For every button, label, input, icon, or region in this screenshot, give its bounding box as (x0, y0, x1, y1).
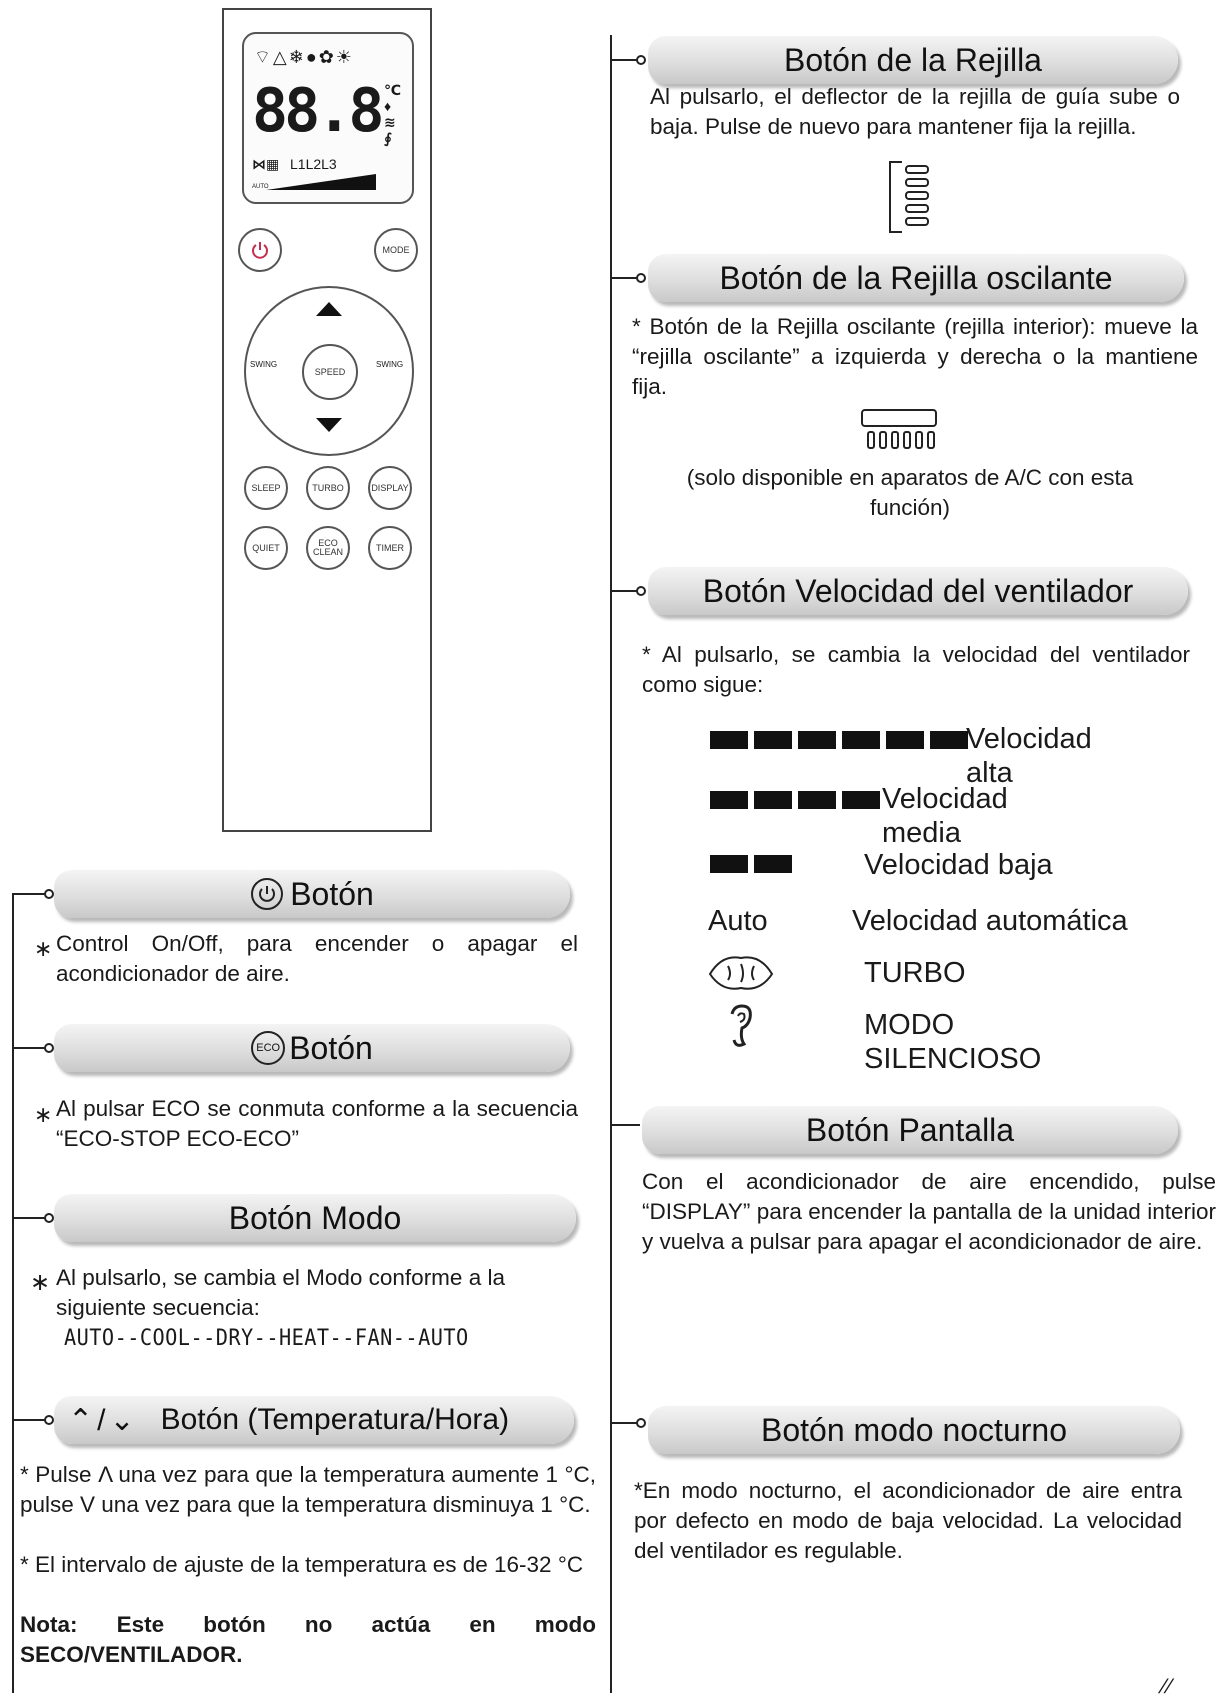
pantalla-header (642, 1106, 1178, 1154)
speed-bars-high (710, 731, 974, 754)
power-icon (250, 877, 284, 911)
turbo-icon (706, 952, 776, 994)
connector-dot (44, 1213, 54, 1223)
temp-header (54, 1396, 574, 1444)
direction-pad (244, 286, 414, 456)
power-title: Botón (290, 875, 374, 912)
vertical-louver-icon (888, 160, 932, 234)
speed-label-high: Velocidad alta (966, 723, 1092, 789)
modo-header (54, 1194, 576, 1242)
eco-icon: ECO (251, 1031, 285, 1065)
modo-text: Al pulsarlo, se cambia el Modo conforme a la siguiente secuencia: (56, 1265, 505, 1320)
lcd-display (242, 32, 414, 204)
nocturno-title: Botón modo nocturno (761, 1411, 1067, 1448)
rejilla-text: Al pulsarlo, el deflector de la rejilla de guía sube o baja. Pulse de nuevo para mantener fija la rejilla. (650, 84, 1180, 139)
remote-control (222, 8, 432, 832)
lcd-auto: AUTO (252, 184, 269, 190)
rejilla-oscilante-note: (solo disponible en aparatos de A/C con esta función) (686, 465, 1134, 520)
swing-left-button[interactable]: SWING (250, 360, 278, 369)
speed-label-low: Velocidad baja (864, 849, 1053, 881)
right-vertical-line (610, 35, 612, 1693)
connector-dot (44, 889, 54, 899)
corner-mark: // (1156, 1676, 1176, 1698)
velocidad-text: * Al pulsarlo, se cambia la velocidad del ventilador como sigue: (642, 642, 1190, 697)
connector (12, 893, 48, 895)
speed-label-quiet: MODO SILENCIOSO (864, 1009, 1042, 1075)
pantalla-text: Con el acondicionador de aire encendido, pulse “DISPLAY” para encender la pantalla de la unidad interior y vuelva a pulsar para apagar el acondicionador de aire. (642, 1169, 1216, 1254)
pantalla-title: Botón Pantalla (805, 1111, 1015, 1148)
quiet-button[interactable]: QUIET (244, 526, 288, 570)
up-down-icon: ⌃/⌄ (68, 1403, 139, 1437)
speed-label-turbo: TURBO (864, 957, 966, 989)
velocidad-header (648, 567, 1188, 615)
speed-button[interactable]: SPEED (302, 344, 358, 400)
speed-label-auto: Velocidad automática (852, 905, 1128, 937)
eco-asterisk: ∗ (34, 1102, 53, 1127)
speed-bars-medium (710, 791, 886, 814)
timer-button[interactable]: TIMER (368, 526, 412, 570)
rejilla-oscilante-header (648, 254, 1184, 302)
connector (12, 1419, 48, 1421)
speed-bars-low (710, 855, 798, 878)
mode-button[interactable]: MODE (374, 228, 418, 272)
power-header (54, 870, 570, 918)
connector (12, 1047, 48, 1049)
connector-dot (636, 1418, 646, 1428)
rejilla-oscilante-title: Botón de la Rejilla oscilante (719, 259, 1113, 296)
display-button[interactable]: DISPLAY (368, 466, 412, 510)
left-vertical-line (12, 893, 14, 1693)
power-button[interactable] (238, 228, 282, 272)
swing-right-button[interactable]: SWING (376, 360, 404, 369)
lcd-mode-icons: ⌔△❄●✿☀ (254, 47, 354, 67)
power-icon (250, 240, 270, 260)
rejilla-oscilante-text: * Botón de la Rejilla oscilante (rejilla interior): mueve la “rejilla oscilante” a izquierda y derecha o la mantiene fija. (632, 314, 1198, 399)
lcd-levels: L1L2L3 (290, 156, 337, 172)
lcd-speed-bar (266, 174, 376, 192)
modo-asterisk: ∗ (30, 1269, 51, 1296)
eco-title: Botón (289, 1029, 373, 1066)
temp-note: Nota: Este botón no actúa en modo SECO/VENTILADOR. (20, 1612, 596, 1667)
eco-header (54, 1024, 570, 1072)
connector-dot (44, 1415, 54, 1425)
modo-sequence: AUTO--COOL--DRY--HEAT--FAN--AUTO (64, 1326, 469, 1351)
connector-dot (636, 55, 646, 65)
connector-dot (636, 273, 646, 283)
connector-dot (636, 586, 646, 596)
eco-text: Al pulsar ECO se conmuta conforme a la secuencia “ECO-STOP ECO-ECO” (56, 1096, 578, 1151)
sleep-button[interactable]: SLEEP (244, 466, 288, 510)
turbo-button[interactable]: TURBO (306, 466, 350, 510)
quiet-mode-icon (726, 1004, 756, 1048)
temp-line1: * Pulse Λ una vez para que la temperatura aumente 1 °C, pulse V una vez para que la temperatura disminuya 1 °C. (20, 1462, 596, 1517)
eco-clean-button[interactable]: ECO CLEAN (306, 526, 350, 570)
lcd-side-icons: ℃ ♦ ≋ ∮ (384, 82, 401, 146)
temp-line2: * El intervalo de ajuste de la temperatura es de 16-32 °C (20, 1552, 584, 1577)
connector (12, 1217, 48, 1219)
horizontal-louver-icon (860, 408, 940, 454)
speed-label-medium: Velocidad media (882, 783, 1008, 849)
power-text: Control On/Off, para encender o apagar el acondicionador de aire. (56, 931, 578, 986)
temp-title: Botón (Temperatura/Hora) (160, 1403, 510, 1436)
power-asterisk: ∗ (34, 936, 53, 961)
down-arrow-icon[interactable] (316, 418, 342, 432)
nocturno-header (648, 1406, 1180, 1454)
nocturno-text: *En modo nocturno, el acondicionador de aire entra por defecto en modo de baja velocidad. La velocidad del ventilador es regulable. (634, 1478, 1182, 1563)
lcd-digits: 88.8 (252, 76, 381, 146)
modo-title: Botón Modo (228, 1199, 402, 1236)
connector (610, 1124, 640, 1126)
auto-icon: Auto (708, 905, 768, 937)
velocidad-title: Botón Velocidad del ventilador (702, 572, 1134, 609)
up-arrow-icon[interactable] (316, 302, 342, 316)
lcd-fan-icons: ⋈▦ (252, 156, 280, 172)
rejilla-title: Botón de la Rejilla (784, 41, 1042, 78)
connector-dot (44, 1043, 54, 1053)
rejilla-header (648, 36, 1178, 84)
